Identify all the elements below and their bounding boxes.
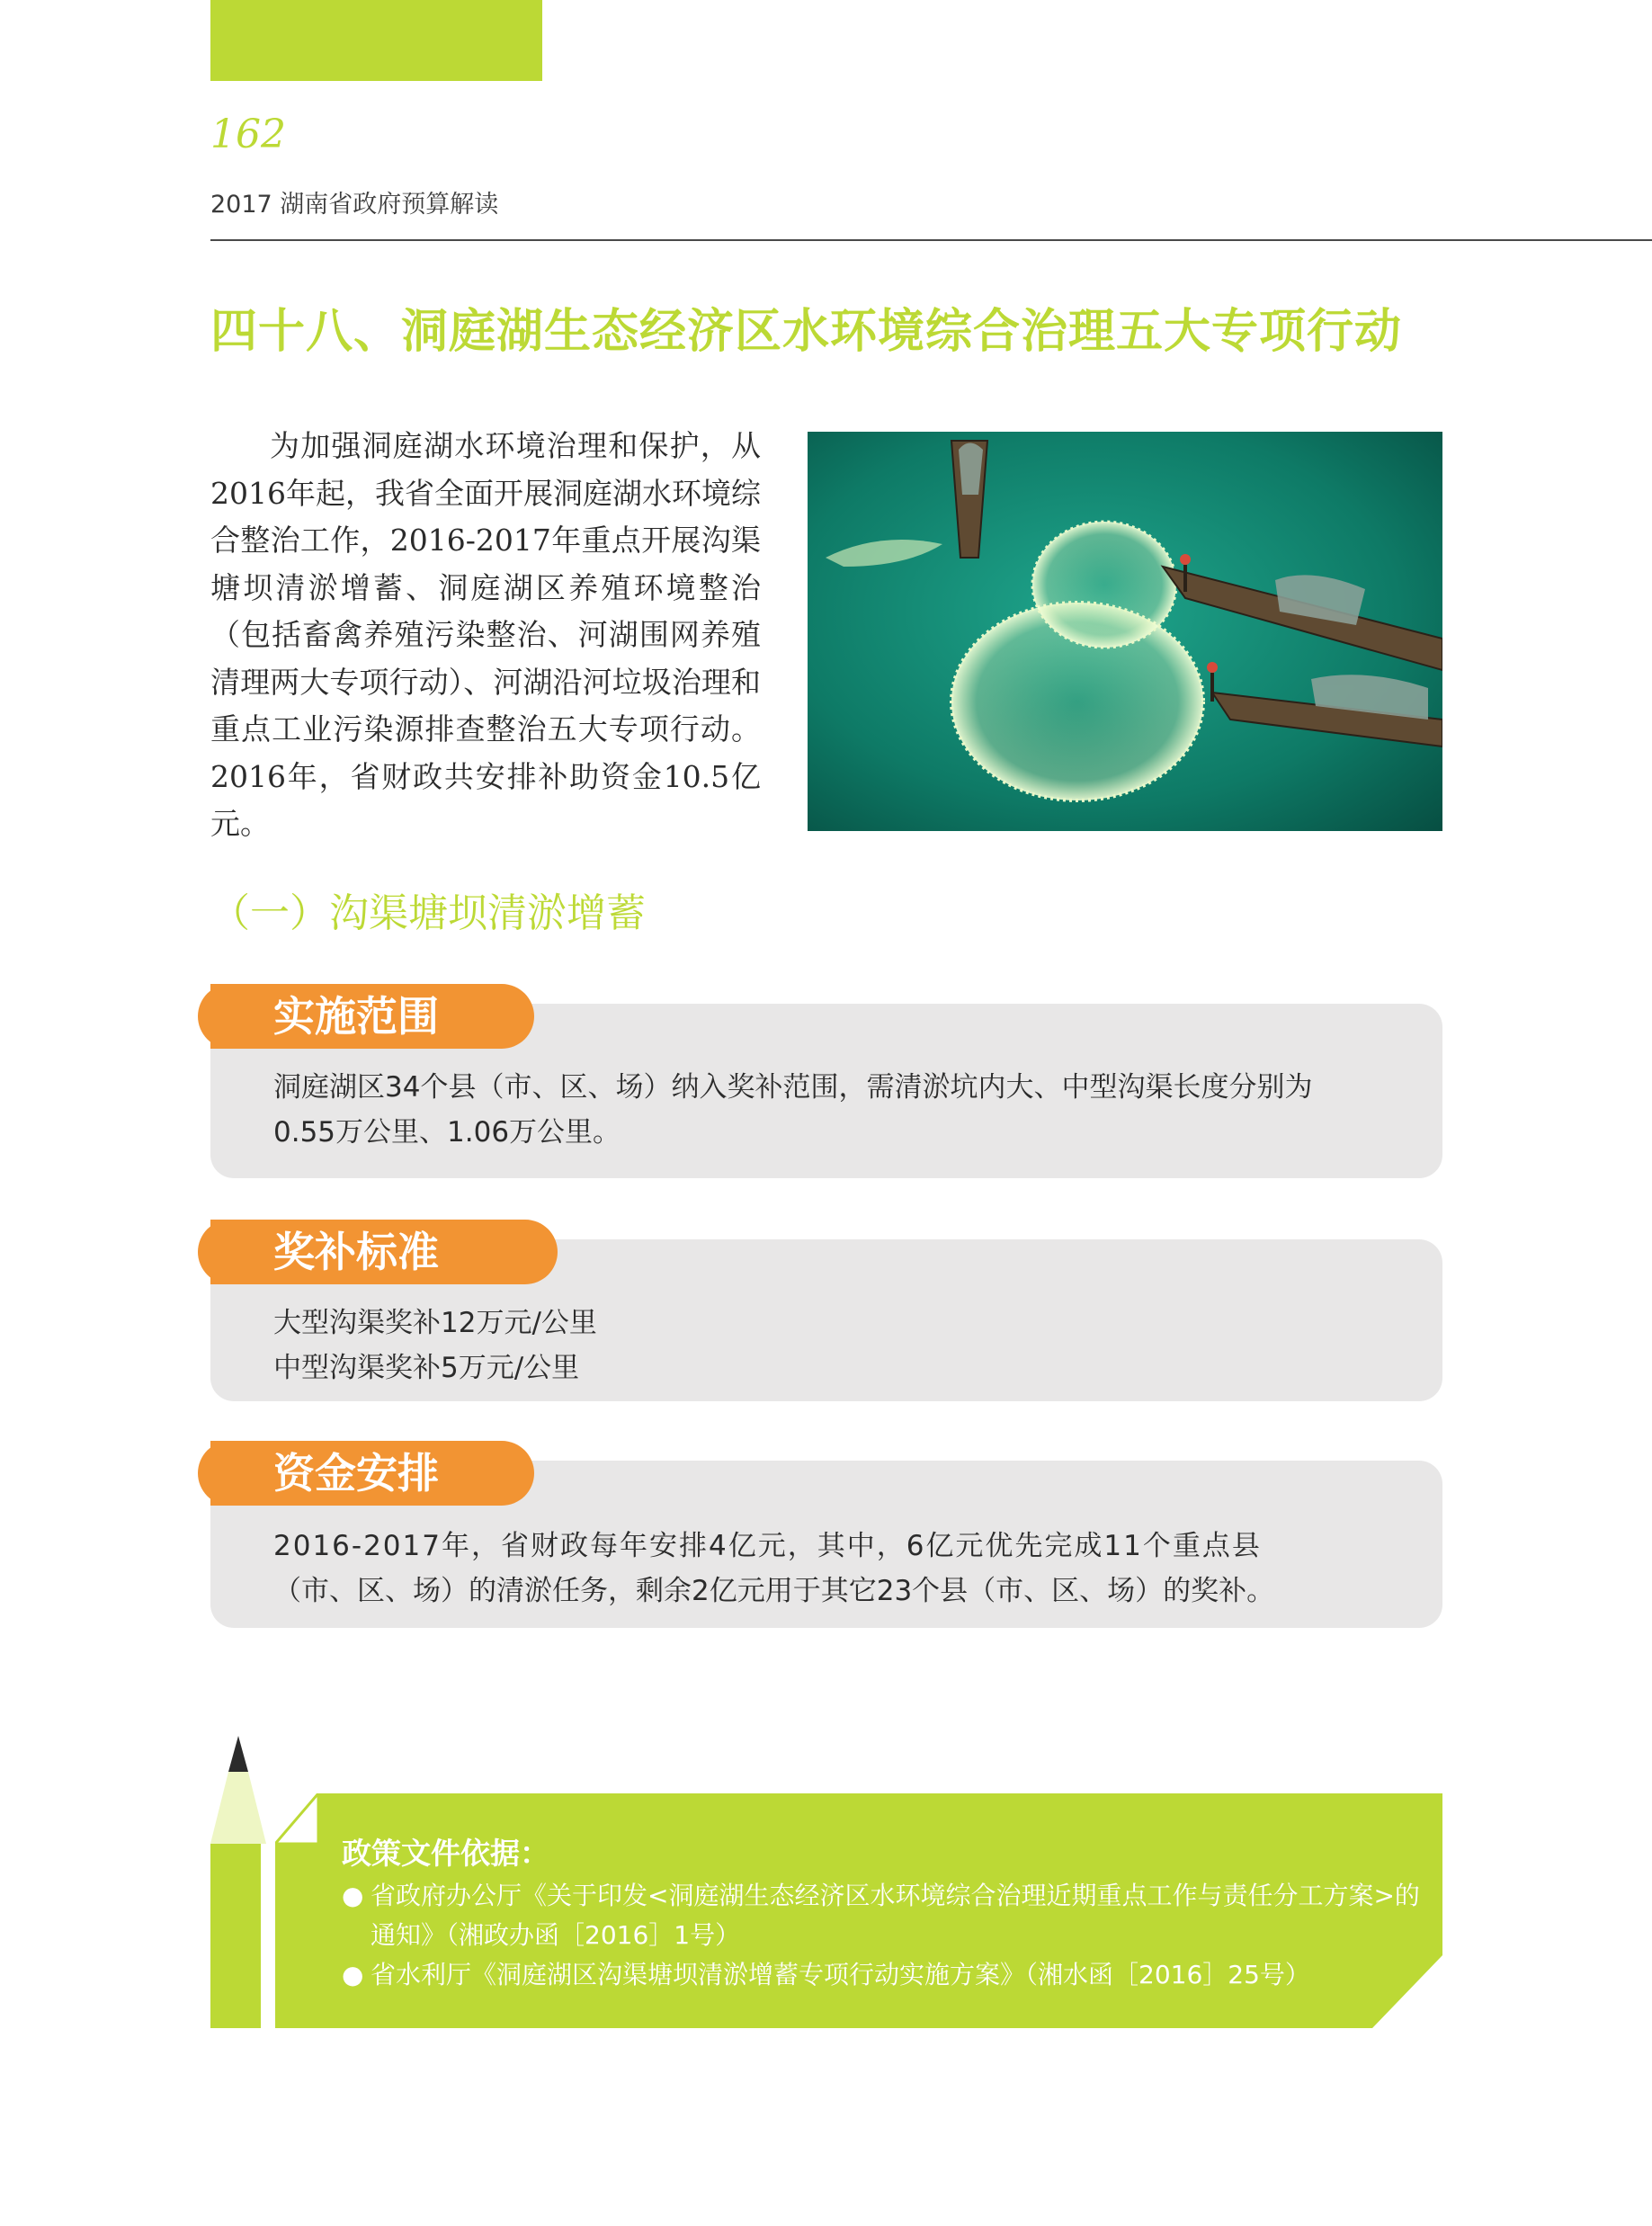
- subsection-title: （一）沟渠塘坝清淤增蓄: [210, 890, 646, 936]
- card-line: 中型沟渠奖补5万元/公里: [273, 1352, 580, 1384]
- card-label-standard: 奖补标准: [210, 1220, 558, 1284]
- card-body: [273, 1065, 1389, 1155]
- policy-heading: 政策文件依据：: [342, 1836, 549, 1871]
- policy-item-text: 省水利厅《洞庭湖区沟渠塘坝清淤增蓄专项行动实施方案》（湘水函［2016］25号）: [371, 1960, 1310, 1989]
- page-number: 162: [210, 112, 286, 157]
- card-line: （市、区、场）的清淤任务，剩余2亿元用于其它23个县（市、区、场）的奖补。: [273, 1575, 1275, 1607]
- policy-item: [342, 1876, 1439, 1955]
- card-body: [273, 1301, 1389, 1390]
- page-corner-tab: [210, 0, 542, 81]
- header-divider: [210, 239, 1652, 241]
- section-title: 四十八、洞庭湖生态经济区水环境综合治理五大专项行动: [210, 305, 1403, 359]
- intro-paragraph: 为加强洞庭湖水环境治理和保护，从2016年起，我省全面开展洞庭湖水环境综合整治工作，2016-2017年重点开展沟渠塘坝清淤增蓄、洞庭湖区养殖环境整治（包括畜禽养殖污染整治、河湖围网养殖清理两大专项行动）、河湖沿河垃圾治理和重点工业污染源排查整治五大专项行动。2016年，省财政共安排补助资金10.5亿元。: [210, 428, 761, 841]
- pencil-icon: [210, 1736, 266, 2028]
- card-line: 0.55万公里、1.06万公里。: [273, 1116, 621, 1149]
- card-label-funding: 资金安排: [210, 1441, 534, 1506]
- policy-item: [342, 1955, 1439, 1995]
- card-line: 大型沟渠奖补12万元/公里: [273, 1307, 597, 1339]
- fishing-boats-photo: [808, 432, 1442, 831]
- bullet-icon: ●: [342, 1960, 364, 1989]
- card-line: 2016-2017年，省财政每年安排4亿元，其中，6亿元优先完成11个重点县: [273, 1530, 1262, 1562]
- card-body: [273, 1524, 1389, 1614]
- bullet-icon: ●: [342, 1881, 364, 1910]
- running-header: 2017 湖南省政府预算解读: [210, 191, 499, 219]
- card-label-scope: 实施范围: [210, 984, 534, 1049]
- card-line: 洞庭湖区34个县（市、区、场）纳入奖补范围，需清淤坑内大、中型沟渠长度分别为: [273, 1071, 1313, 1104]
- policy-item-text: 省政府办公厅《关于印发<洞庭湖生态经济区水环境综合治理近期重点工作与责任分工方案>的通知》（湘政办函［2016］1号）: [371, 1881, 1420, 1950]
- policy-references: [342, 1831, 1439, 1995]
